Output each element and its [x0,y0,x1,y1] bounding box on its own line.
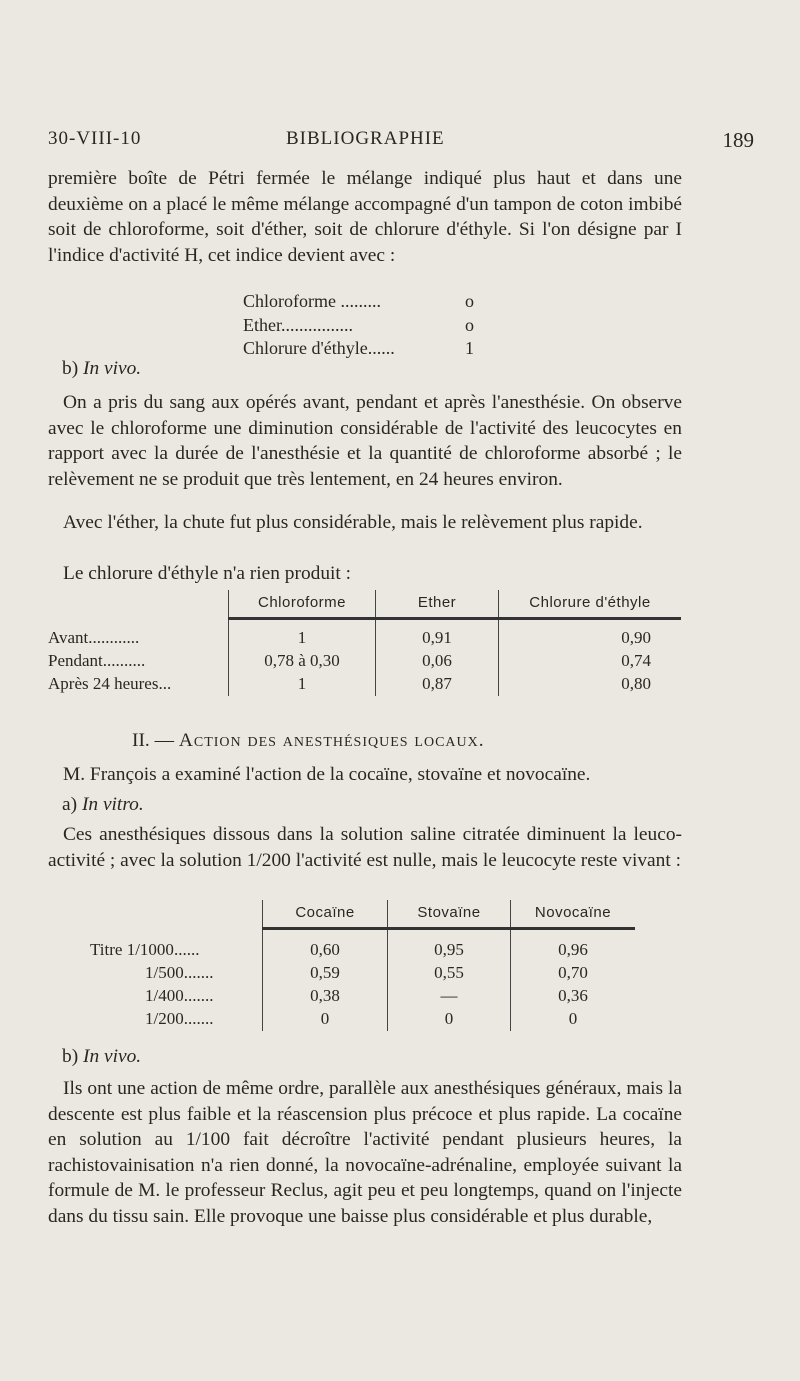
column-header: Ether [376,590,499,619]
paragraph: Avec l'éther, la chute fut plus considérable, mais le relèvement plus rapide. [63,512,643,533]
data-table [90,900,635,1031]
list-item: Chlorure d'éthyle...... 1 [243,338,474,358]
paragraph: Ils ont une action de même ordre, parallèle aux anesthésiques généraux, mais la descente est plus faible et la réascension plus précoce et plus rapide. La cocaïne en solution au 1/100 fait décroître l'activité pendant plusieurs heures, la rachistovainisation n'a rien donné, la novocaïne-adrénaline, employée suivant la formule de M. le professeur Reclus, agit peu et peu longtemps, quand on l'injecte dans du tissu sain. Elle provoque une baisse plus considérable et plus durable, [48,1078,682,1227]
activity-list [243,290,474,361]
header-date: 30-VIII-10 [48,128,142,149]
table-row: 1/400....... 0,38 — 0,36 [90,985,635,1008]
list-item: Ether................ o [243,314,474,335]
table-row: Avant............ 1 0,91 0,90 [48,627,681,650]
table-row: Pendant.......... 0,78 à 0,30 0,06 0,74 [48,650,681,673]
table-row: Après 24 heures... 1 0,87 0,80 [48,673,681,696]
subsection-label: b) In vivo. [62,1046,142,1067]
table-row: 1/500....... 0,59 0,55 0,70 [90,962,635,985]
table-header-row [90,900,635,929]
column-header: Novocaïne [511,900,636,929]
table-header-row [48,590,681,619]
section-heading: II. — Action des anesthésiques locaux. [132,730,485,751]
paragraph: M. François a examiné l'action de la cocaïne, stovaïne et novocaïne. [63,764,591,785]
paragraph: Le chlorure d'éthyle n'a rien produit : [63,563,352,584]
header-title: BIBLIOGRAPHIE [286,128,445,149]
subsection-label: a) In vitro. [62,794,144,815]
paragraph: Ces anesthésiques dissous dans la solution saline citratée diminuent la leuco-activité ; avec la solution 1/200 l'activité est nulle, mais le leucocyte reste vivant : [48,824,682,871]
data-table [48,590,681,696]
table-row: Titre 1/1000...... 0,60 0,95 0,96 [90,939,635,962]
table-row: 1/200....... 0 0 0 [90,1008,635,1031]
column-header: Chlorure d'éthyle [499,590,682,619]
running-header [48,128,768,158]
subsection-label: b) In vivo. [62,358,142,379]
paragraph-continuation: première boîte de Pétri fermée le mélange indiqué plus haut et dans une deuxième on a placé le même mélange accompagné d'un tampon de coton imbibé soit de chloroforme, soit d'éther, soit de chlorure d'éthyle. Si l'on désigne par I l'indice d'activité H, cet indice devient avec : [48,168,682,266]
column-header: Chloroforme [229,590,376,619]
paragraph: On a pris du sang aux opérés avant, pendant et après l'anesthésie. On observe avec le chloroforme une diminution considérable de l'activité des leucocytes en rapport avec la durée de l'anesthésie et la quantité de chloroforme absorbé ; le relèvement ne se produit que très lentement, en 24 heures environ. [48,392,682,490]
column-header: Cocaïne [263,900,388,929]
column-header: Stovaïne [388,900,511,929]
page-number: 189 [722,128,754,152]
list-item: Chloroforme ......... o [243,291,474,311]
